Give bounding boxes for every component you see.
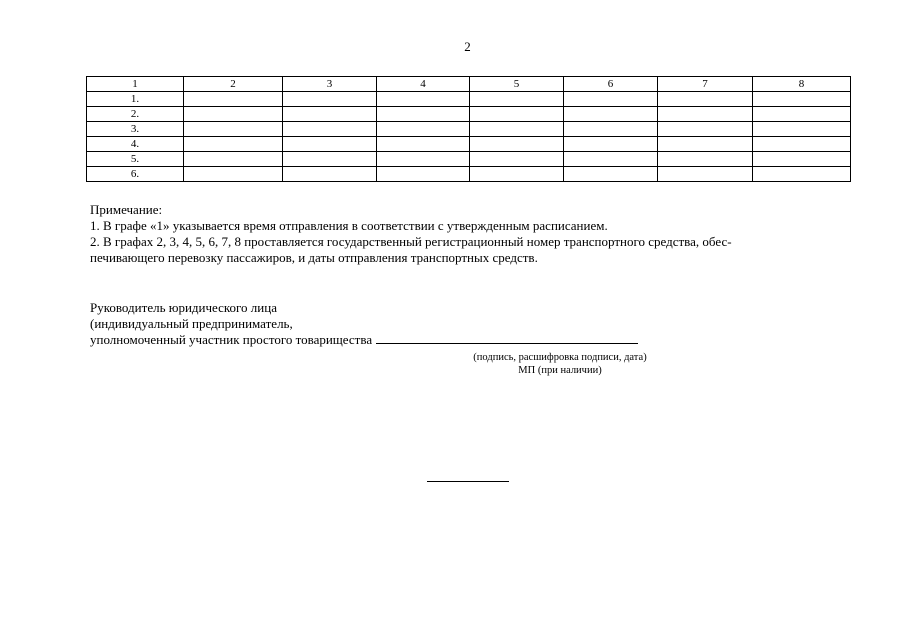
table-cell: [564, 107, 658, 122]
column-header: 5: [470, 77, 564, 92]
table-cell: [564, 92, 658, 107]
table-cell: 6.: [87, 167, 184, 182]
table-row: [87, 152, 851, 167]
schedule-table: [86, 76, 851, 182]
column-header: 1: [87, 77, 184, 92]
table-cell: [184, 152, 283, 167]
table-cell: [658, 137, 753, 152]
column-header: 6: [564, 77, 658, 92]
column-header: 7: [658, 77, 753, 92]
table-cell: [753, 167, 851, 182]
table-cell: [564, 167, 658, 182]
page-number: 2: [464, 39, 471, 54]
note-item-2-line-2: печивающего перевозку пассажиров, и даты отправления транспортных средств.: [90, 250, 538, 265]
table-cell: [658, 92, 753, 107]
table-cell: [658, 152, 753, 167]
table-cell: [753, 107, 851, 122]
table-cell: 4.: [87, 137, 184, 152]
column-header: 4: [377, 77, 470, 92]
footer-rule: [427, 481, 509, 482]
table-row: [87, 107, 851, 122]
table-cell: [470, 92, 564, 107]
table-cell: 1.: [87, 92, 184, 107]
table-cell: [658, 122, 753, 137]
table-cell: [377, 152, 470, 167]
table-cell: [184, 122, 283, 137]
table-cell: [377, 137, 470, 152]
table-cell: [470, 137, 564, 152]
table-row: [87, 167, 851, 182]
table-cell: [283, 152, 377, 167]
table-cell: [184, 137, 283, 152]
table-cell: [658, 167, 753, 182]
table-cell: [753, 152, 851, 167]
table-cell: [283, 92, 377, 107]
column-header: 3: [283, 77, 377, 92]
table-cell: 3.: [87, 122, 184, 137]
table-cell: [470, 167, 564, 182]
table-cell: [283, 167, 377, 182]
signature-line-2: (индивидуальный предприниматель,: [90, 316, 293, 331]
table-row: [87, 122, 851, 137]
signature-caption-2: МП (при наличии): [518, 365, 602, 376]
table-cell: [377, 122, 470, 137]
table-cell: [283, 122, 377, 137]
column-header: 8: [753, 77, 851, 92]
table-header-row: [87, 77, 851, 92]
table-cell: [184, 107, 283, 122]
table-cell: [184, 167, 283, 182]
table-cell: [377, 167, 470, 182]
table-cell: [658, 107, 753, 122]
table-cell: [564, 122, 658, 137]
signature-blank-line: [376, 332, 638, 344]
note-block: [90, 202, 860, 266]
signature-block: [90, 300, 860, 348]
table-cell: [470, 152, 564, 167]
note-title: Примечание:: [90, 202, 163, 217]
table-cell: [564, 137, 658, 152]
note-item-1: 1. В графе «1» указывается время отправления в соответствии с утвержденным расписанием.: [90, 218, 608, 233]
table-cell: [283, 137, 377, 152]
table-cell: [377, 92, 470, 107]
table-cell: 2.: [87, 107, 184, 122]
table-cell: [184, 92, 283, 107]
signature-caption-1: (подпись, расшифровка подписи, дата): [473, 352, 647, 363]
table-cell: [564, 152, 658, 167]
table-cell: [753, 92, 851, 107]
table-cell: 5.: [87, 152, 184, 167]
table-row: [87, 137, 851, 152]
table-cell: [470, 122, 564, 137]
signature-caption: [420, 351, 700, 377]
note-item-2-line-1: 2. В графах 2, 3, 4, 5, 6, 7, 8 проставляется государственный регистрационный номер транспортного средства, обес-: [90, 234, 732, 249]
table-row: [87, 92, 851, 107]
column-header: 2: [184, 77, 283, 92]
signature-line-3: уполномоченный участник простого товарищества: [90, 332, 373, 347]
signature-line-3-row: [90, 332, 860, 348]
table-cell: [753, 137, 851, 152]
table-cell: [283, 107, 377, 122]
table-cell: [470, 107, 564, 122]
table-cell: [753, 122, 851, 137]
signature-line-1: Руководитель юридического лица: [90, 300, 277, 315]
table-cell: [377, 107, 470, 122]
